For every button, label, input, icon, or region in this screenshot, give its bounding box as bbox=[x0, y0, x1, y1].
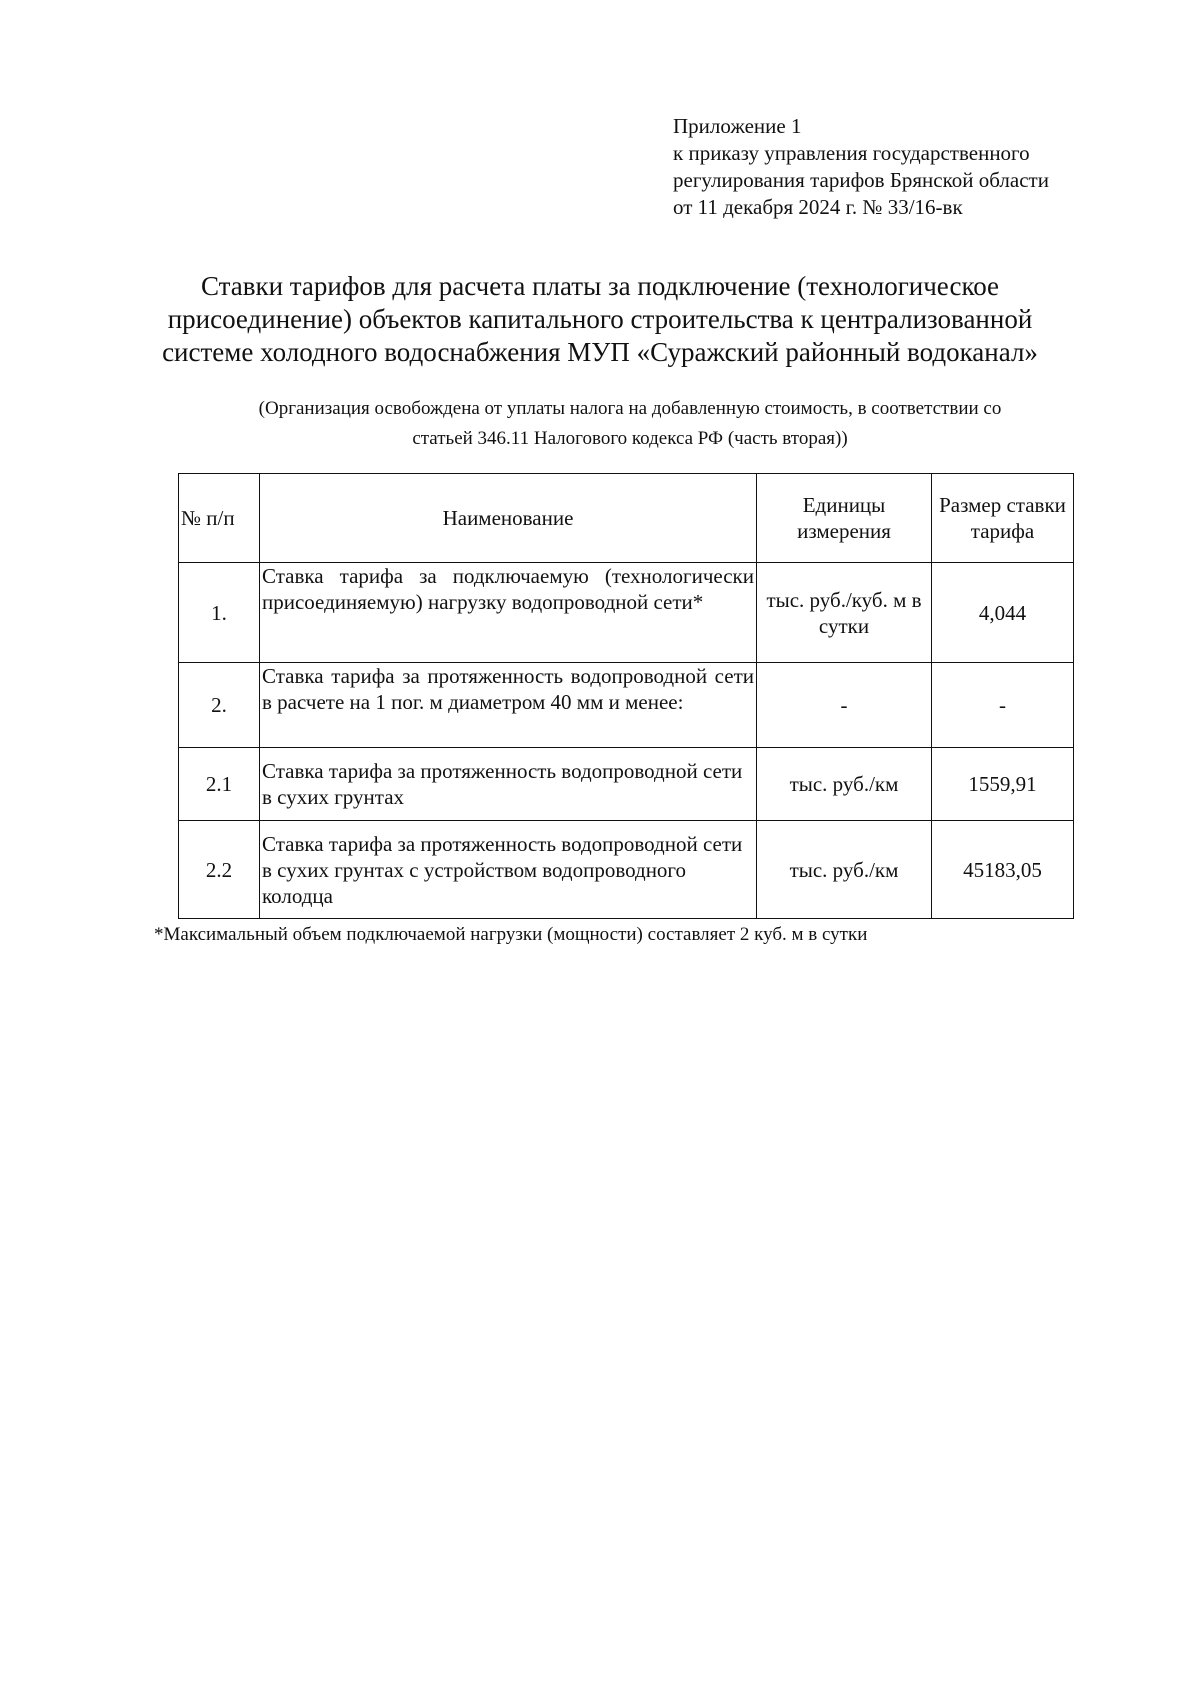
title-line: системе холодного водоснабжения МУП «Суражский районный водоканал» bbox=[162, 337, 1038, 367]
row-rate: 4,044 bbox=[932, 563, 1074, 663]
row-name: Ставка тарифа за протяженность водопроводной сети в сухих грунтах с устройством водопроводного колодца bbox=[260, 821, 757, 919]
footnote: *Максимальный объем подключаемой нагрузки (мощности) составляет 2 куб. м в сутки bbox=[154, 924, 868, 945]
document-title bbox=[60, 270, 1140, 369]
row-name: Ставка тарифа за подключаемую (технологически присоединяемую) нагрузку водопроводной сети* bbox=[260, 563, 757, 663]
row-number: 2.2 bbox=[179, 821, 260, 919]
annex-line: к приказу управления государственного bbox=[673, 141, 1030, 165]
header-number: № п/п bbox=[179, 474, 260, 563]
table-row bbox=[179, 663, 1074, 748]
row-name: Ставка тарифа за протяженность водопроводной сети в сухих грунтах bbox=[260, 748, 757, 821]
row-unit: тыс. руб./куб. м в сутки bbox=[757, 563, 932, 663]
row-name: Ставка тарифа за протяженность водопроводной сети в расчете на 1 пог. м диаметром 40 мм и менее: bbox=[260, 663, 757, 748]
note-line: статьей 346.11 Налогового кодекса РФ (часть вторая)) bbox=[412, 428, 848, 449]
header-name: Наименование bbox=[260, 474, 757, 563]
annex-reference bbox=[673, 113, 1049, 221]
row-unit: тыс. руб./км bbox=[757, 748, 932, 821]
row-rate: - bbox=[932, 663, 1074, 748]
title-line: Ставки тарифов для расчета платы за подключение (технологическое bbox=[200, 271, 1000, 301]
row-unit: - bbox=[757, 663, 932, 748]
row-number: 1. bbox=[179, 563, 260, 663]
table-row bbox=[179, 748, 1074, 821]
header-rate: Размер ставки тарифа bbox=[932, 474, 1074, 563]
row-number: 2.1 bbox=[179, 748, 260, 821]
annex-line: от 11 декабря 2024 г. № 33/16-вк bbox=[673, 195, 963, 219]
note-line: (Организация освобождена от уплаты налога на добавленную стоимость, в соответствии со bbox=[258, 398, 1002, 419]
vat-note bbox=[150, 394, 1110, 454]
row-number: 2. bbox=[179, 663, 260, 748]
tariff-table bbox=[178, 473, 1074, 919]
row-rate: 45183,05 bbox=[932, 821, 1074, 919]
row-unit: тыс. руб./км bbox=[757, 821, 932, 919]
table-row bbox=[179, 821, 1074, 919]
annex-line: Приложение 1 bbox=[673, 114, 802, 138]
annex-line: регулирования тарифов Брянской области bbox=[673, 168, 1049, 192]
row-rate: 1559,91 bbox=[932, 748, 1074, 821]
header-unit: Единицы измерения bbox=[757, 474, 932, 563]
table-header-row bbox=[179, 474, 1074, 563]
title-line: присоединение) объектов капитального строительства к централизованной bbox=[167, 304, 1033, 334]
table-row bbox=[179, 563, 1074, 663]
